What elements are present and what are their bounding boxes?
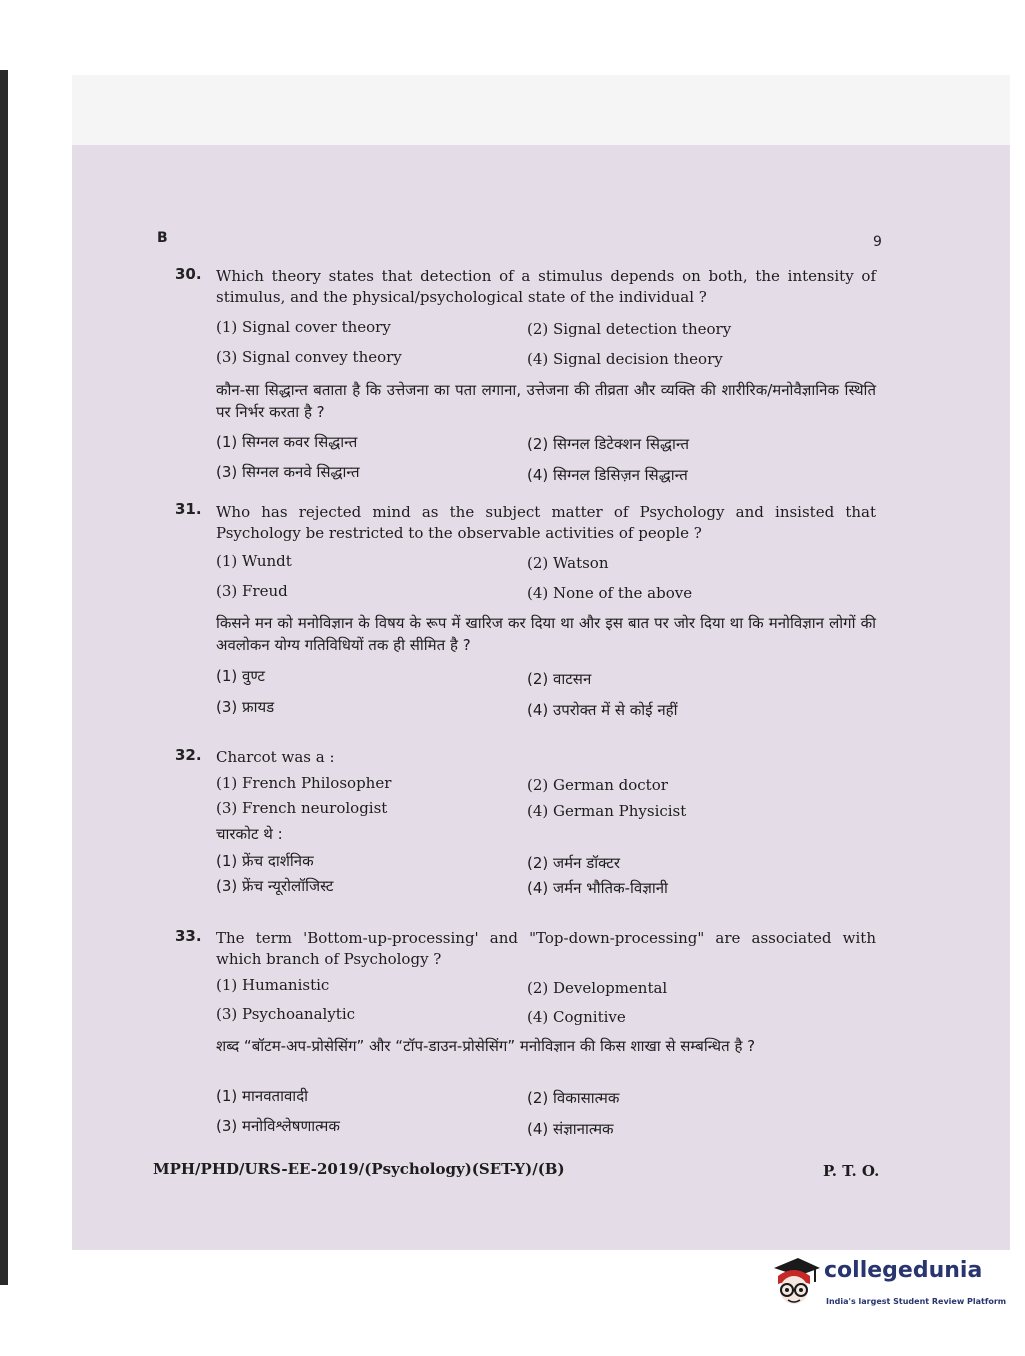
- exam-page: [72, 145, 1010, 1250]
- question-32-option-3-hi: (3) फ्रेंच न्यूरोलॉजिस्ट: [216, 877, 334, 895]
- question-31-option-2-en: (2) Watson: [527, 554, 609, 572]
- question-30-option-1-en: (1) Signal cover theory: [216, 318, 391, 336]
- scan-top-strip: [72, 75, 1010, 145]
- brand-tagline: India's largest Student Review Platform: [826, 1297, 1007, 1306]
- question-31-option-4-en: (4) None of the above: [527, 584, 693, 602]
- question-32-number: 32.: [175, 746, 202, 764]
- brand-name: collegedunia: [824, 1258, 983, 1283]
- question-32-option-2-hi: (2) जर्मन डॉक्टर: [527, 854, 620, 872]
- question-30-option-4-hi: (4) सिग्नल डिसिज़न सिद्धान्त: [527, 466, 688, 484]
- question-33-text-hi: शब्द “बॉटम-अप-प्रोसेसिंग” और “टॉप-डाउन-प्रोसेसिंग” मनोविज्ञान की किस शाखा से सम्बन्धित है ?: [216, 1037, 756, 1055]
- question-33-option-3-en: (3) Psychoanalytic: [216, 1005, 356, 1023]
- question-31-option-1-hi: (1) वुण्ट: [216, 667, 265, 685]
- question-31-number: 31.: [175, 500, 202, 518]
- question-30-option-3-en: (3) Signal convey theory: [216, 348, 402, 366]
- question-31-option-2-hi: (2) वाटसन: [527, 670, 592, 688]
- question-33-option-1-en: (1) Humanistic: [216, 976, 330, 994]
- question-30-text-en: Which theory states that detection of a stimulus depends on both, the intensity of stimulus, and the physical/psychological state of the individual ?: [216, 267, 876, 306]
- question-33-option-2-en: (2) Developmental: [527, 979, 668, 997]
- question-32-option-4-hi: (4) जर्मन भौतिक-विज्ञानी: [527, 879, 668, 897]
- question-30-option-1-hi: (1) सिग्नल कवर सिद्धान्त: [216, 433, 358, 451]
- question-32-option-2-en: (2) German doctor: [527, 776, 668, 794]
- question-31-option-1-en: (1) Wundt: [216, 552, 292, 570]
- question-30-option-2-en: (2) Signal detection theory: [527, 320, 732, 338]
- question-31-text-hi: किसने मन को मनोविज्ञान के विषय के रूप में खारिज कर दिया था और इस बात पर जोर दिया था कि मनोविज्ञान लोगों की अवलोकन योग्य गतिविधियों तक ही सीमित है ?: [216, 614, 877, 654]
- question-32-text-en: Charcot was a :: [216, 748, 335, 766]
- question-31-option-3-hi: (3) फ्रायड: [216, 698, 275, 716]
- question-31-text-en: Who has rejected mind as the subject matter of Psychology and insisted that Psychology be restricted to the observable activities of people ?: [216, 503, 876, 542]
- question-30-number: 30.: [175, 265, 202, 283]
- question-33-option-1-hi: (1) मानवतावादी: [216, 1087, 309, 1105]
- question-31-option-3-en: (3) Freud: [216, 582, 288, 600]
- series-label: B: [157, 230, 168, 246]
- graduate-mascot-icon: [768, 1254, 820, 1314]
- page-number: 9: [873, 234, 882, 250]
- question-33-option-2-hi: (2) विकासात्मक: [527, 1089, 620, 1107]
- question-30-option-3-hi: (3) सिग्नल कनवे सिद्धान्त: [216, 463, 360, 481]
- question-32-text-hi: चारकोट थे :: [216, 825, 283, 843]
- question-32-option-3-en: (3) French neurologist: [216, 799, 388, 817]
- question-30-option-2-hi: (2) सिग्नल डिटेक्शन सिद्धान्त: [527, 435, 690, 453]
- question-33-number: 33.: [175, 927, 202, 945]
- scan-edge: [0, 70, 8, 1285]
- question-32-option-1-hi: (1) फ्रेंच दार्शनिक: [216, 852, 314, 870]
- question-33-option-4-hi: (4) संज्ञानात्मक: [527, 1120, 614, 1138]
- pto-label: P. T. O.: [823, 1162, 880, 1180]
- question-33-text-en: The term 'Bottom-up-processing' and "Top-down-processing" are associated with which branch of Psychology ?: [216, 929, 876, 968]
- question-32-option-4-en: (4) German Physicist: [527, 802, 687, 820]
- question-32-option-1-en: (1) French Philosopher: [216, 774, 392, 792]
- paper-code: MPH/PHD/URS-EE-2019/(Psychology)(SET-Y)/(B): [153, 1160, 565, 1178]
- question-30-text-hi: कौन-सा सिद्धान्त बताता है कि उत्तेजना का पता लगाना, उत्तेजना की तीव्रता और व्यक्ति की शारीरिक/मनोवैज्ञानिक स्थिति पर निर्भर करता है ?: [216, 381, 876, 421]
- question-33-option-4-en: (4) Cognitive: [527, 1008, 626, 1026]
- question-30-option-4-en: (4) Signal decision theory: [527, 350, 723, 368]
- question-31-option-4-hi: (4) उपरोक्त में से कोई नहीं: [527, 701, 678, 719]
- collegedunia-logo: [768, 1252, 1007, 1322]
- question-33-option-3-hi: (3) मनोविश्लेषणात्मक: [216, 1117, 340, 1135]
